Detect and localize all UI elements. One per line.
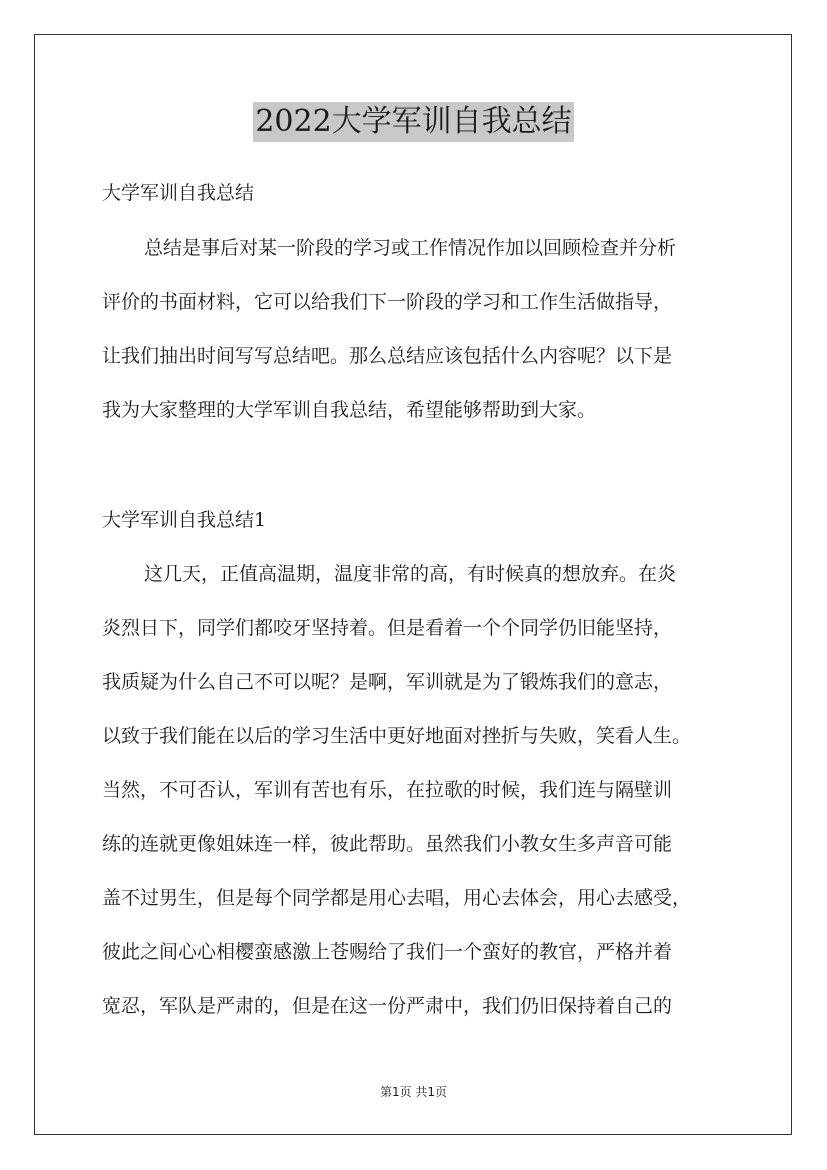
- paragraph-line: 评价的书面材料，它可以给我们下一阶段的学习和工作生活做指导，: [102, 291, 673, 313]
- paragraph-line: 以致于我们能在以后的学习生活中更好地面对挫折与失败，笑看人生。: [102, 725, 692, 747]
- paragraph-line: 盖不过男生，但是每个同学都是用心去唱，用心去体会，用心去感受，: [102, 887, 692, 909]
- paragraph-line: 让我们抽出时间写写总结吧。那么总结应该包括什么内容呢？以下是: [102, 345, 673, 367]
- intro-paragraph: [102, 236, 742, 452]
- section1-heading: 大学军训自我总结1: [102, 509, 267, 531]
- paragraph-line: 总结是事后对某一阶段的学习或工作情况作加以回顾检查并分析: [144, 237, 677, 259]
- section1-paragraph: [102, 562, 742, 1048]
- intro-heading: 大学军训自我总结: [102, 182, 255, 204]
- paragraph-line: 当然，不可否认，军训有苦也有乐，在拉歌的时候，我们连与隔壁训: [102, 779, 673, 801]
- paragraph-line: 炎烈日下，同学们都咬牙坚持着。但是看着一个个同学仍旧能坚持，: [102, 617, 673, 639]
- paragraph-line: 彼此之间心心相樱蛮感激上苍赐给了我们一个蛮好的教官，严格并着: [102, 941, 673, 963]
- title-container: [0, 102, 827, 142]
- paragraph-line: 宽忍，军队是严肃的，但是在这一份严肃中，我们仍旧保持着自己的: [102, 995, 673, 1017]
- page-footer: 第1页 共1页: [379, 1085, 448, 1099]
- paragraph-line: 我为大家整理的大学军训自我总结，希望能够帮助到大家。: [102, 399, 597, 421]
- paragraph-line: 我质疑为什么自己不可以呢？是啊，军训就是为了锻炼我们的意志，: [102, 671, 673, 693]
- paragraph-line: 练的连就更像姐妹连一样，彼此帮助。虽然我们小教女生多声音可能: [102, 833, 673, 855]
- paragraph-line: 这几天，正值高温期，温度非常的高，有时候真的想放弃。在炎: [144, 563, 677, 585]
- document-title: 2022大学军训自我总结: [253, 102, 573, 142]
